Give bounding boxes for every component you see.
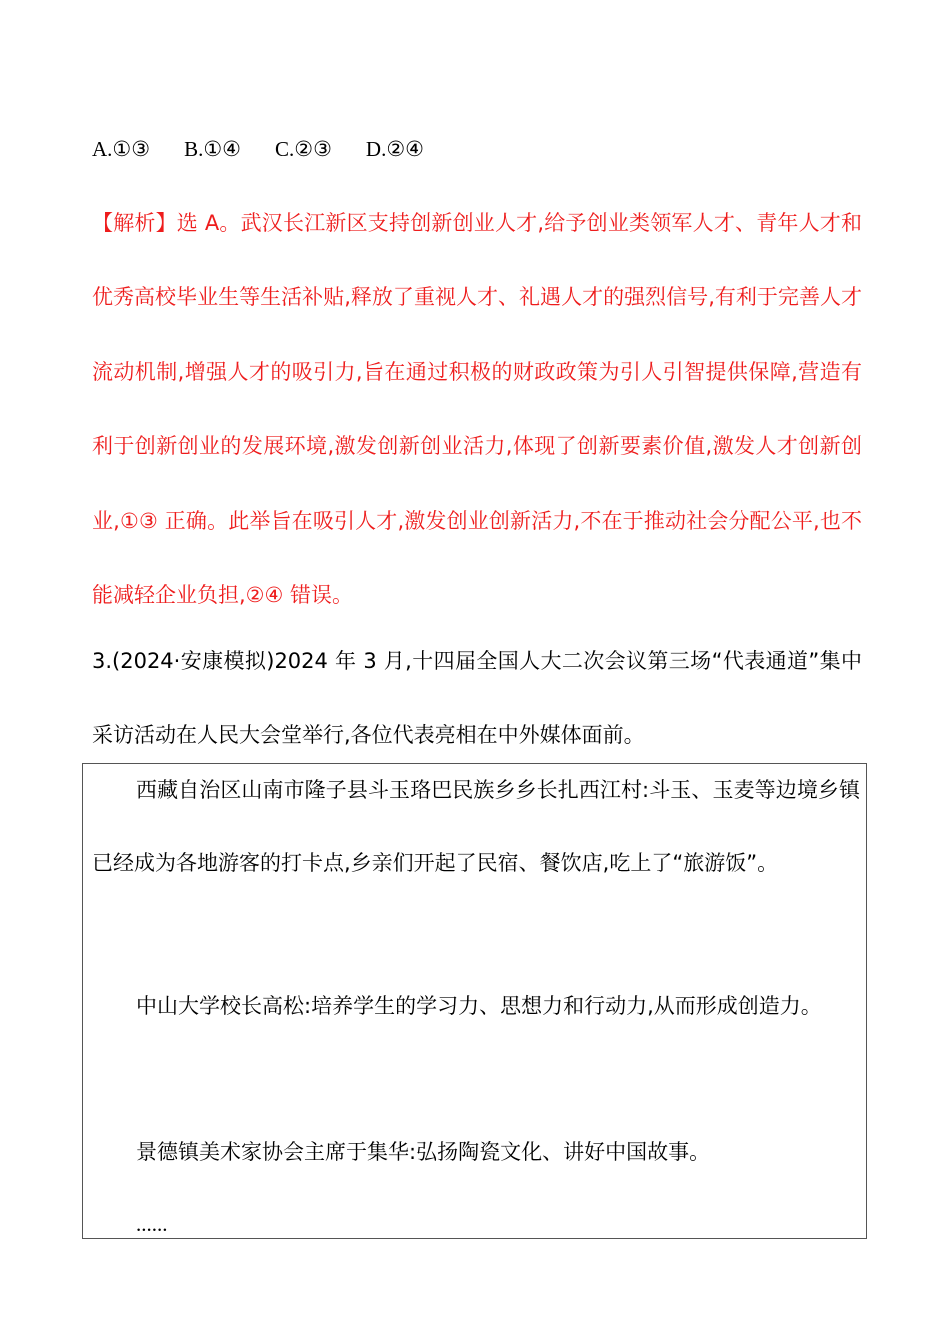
question-3-stem: 3.(2024·安康模拟)2024 年 3 月,十四届全国人大二次会议第三场“代表通道”集中采访活动在人民大会堂举行,各位代表亮相在中外媒体面前。 <box>92 649 862 747</box>
material-paragraph: 中山大学校长高松:培养学生的学习力、思想力和行动力,从而形成创造力。 <box>136 994 822 1018</box>
material-ellipsis: ...... <box>136 1212 168 1236</box>
material-box <box>82 763 867 1239</box>
analysis-paragraph: 【解析】选 A。武汉长江新区支持创新创业人才,给予创业类领军人才、青年人才和优秀高校毕业生等生活补贴,释放了重视人才、礼遇人才的强烈信号,有利于完善人才流动机制,增强人才的吸引力,旨在通过积极的财政政策为引人引智提供保障,营造有利于创新创业的发展环境,激发创新创业活力,体现了创新要素价值,激发人才创新创业,①③ 正确。此举旨在吸引人才,激发创业创新活力,不在于推动社会分配公平,也不能减轻企业负担,②④ 错误。 <box>92 211 862 608</box>
material-paragraph: 西藏自治区山南市隆子县斗玉珞巴民族乡乡长扎西江村:斗玉、玉麦等边境乡镇已经成为各地游客的打卡点,乡亲们开起了民宿、餐饮店,吃上了“旅游饭”。 <box>92 778 860 875</box>
material-paragraph: 景德镇美术家协会主席于集华:弘扬陶瓷文化、讲好中国故事。 <box>136 1140 711 1164</box>
option-d: D.②④ <box>365 136 424 161</box>
option-c: C.②③ <box>275 136 332 161</box>
option-a: A.①③ <box>92 136 151 161</box>
answer-options <box>92 131 458 167</box>
option-b: B.①④ <box>184 136 241 161</box>
